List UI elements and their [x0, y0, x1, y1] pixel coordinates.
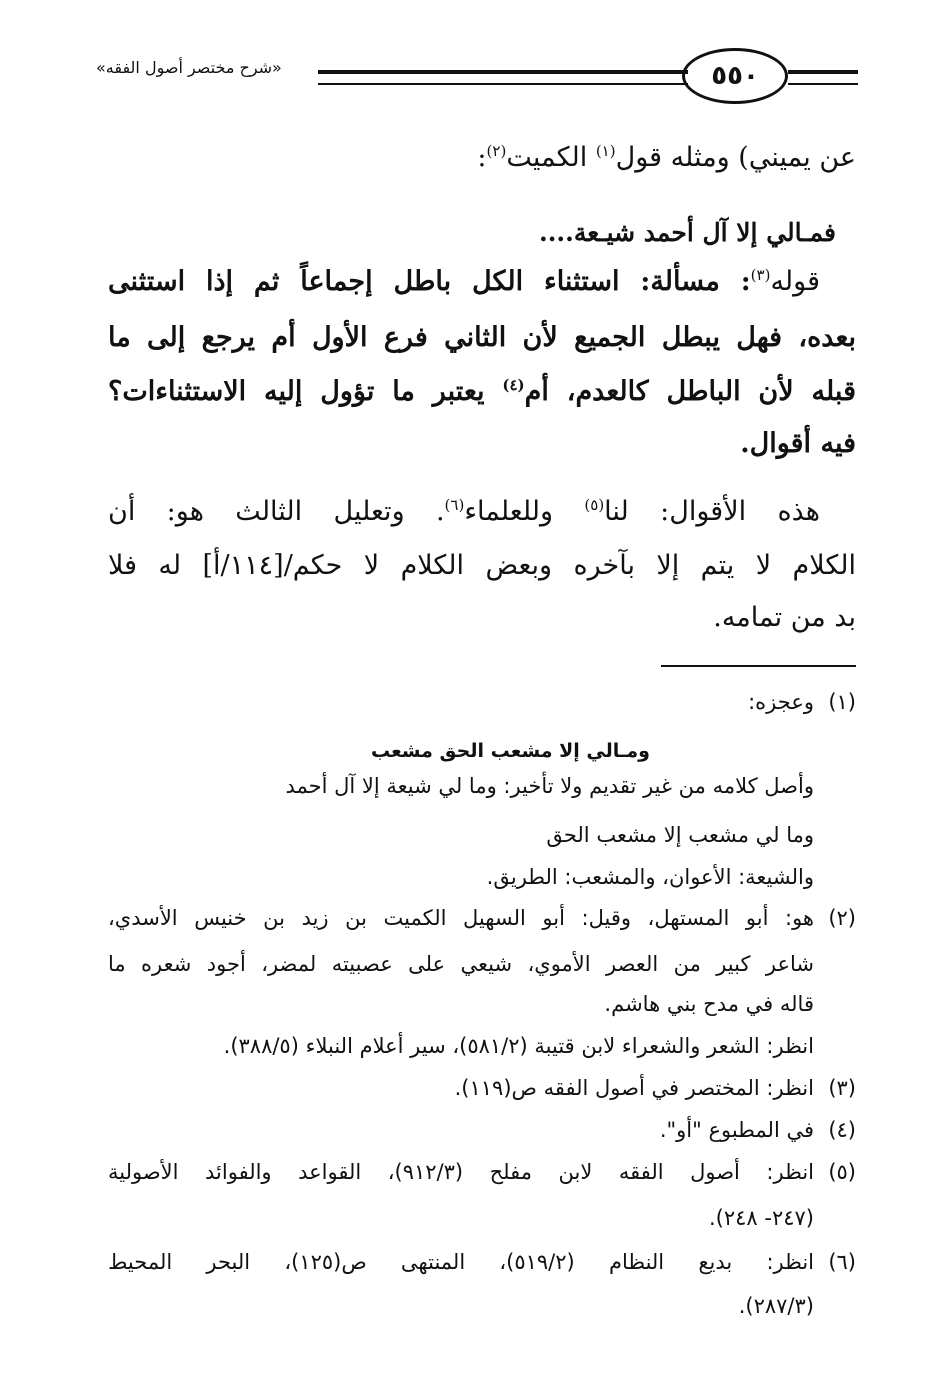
page-number: ٥٥٠ [682, 48, 788, 104]
footnote-number: (٢) [828, 906, 856, 930]
book-title: «شرح مختصر أصول الفقه» [96, 58, 282, 77]
footnote-text: وعجزه: [748, 690, 814, 714]
footnote-separator [661, 665, 856, 667]
text-line-9: بد من تمامه. [713, 602, 856, 633]
footnote-number: (٥) [828, 1160, 856, 1184]
text-line-6: فيه أقوال. [740, 428, 856, 459]
footnote-number: (٦) [828, 1250, 856, 1274]
text-line-5: قبله لأن الباطل كالعدم، أم$^{(٤)}$ يعتبر ما تؤول إليه الاستثناءات؟ [108, 376, 856, 407]
footnote-number: (٣) [828, 1076, 856, 1100]
footnote-verse: ومـالي إلا مشعب الحق مشعب [370, 740, 650, 762]
text-line-3: قوله$^{(٣)}$: مسألة: استثناء الكل باطل إجماعاً ثم إذا استثنى [108, 266, 820, 297]
text-line-7: هذه الأقوال: لنا$^{(٥)}$ وللعلماء$^{(٦)}$. وتعليل الثالث هو: أن [108, 496, 820, 527]
verse-line: فمـالي إلا آل أحمد شيـعة.... [539, 218, 836, 247]
header-rule-left [318, 70, 688, 85]
text-line-4: بعده، فهل يبطل الجميع لأن الثاني فرع الأول أم يرجع إلى ما [108, 322, 856, 353]
footnote-number: (٤) [828, 1118, 856, 1142]
page-header [96, 44, 858, 104]
text-line-8: الكلام لا يتم إلا بآخره وبعض الكلام لا حكم/[١١٤/أ] له فلا [108, 550, 856, 581]
header-rule-right [788, 70, 858, 85]
footnote-number: (١) [828, 690, 856, 714]
text-line-1: عن يميني) ومثله قول$^{(١)}$ الكميت$^{(٢)}$: [477, 142, 856, 173]
